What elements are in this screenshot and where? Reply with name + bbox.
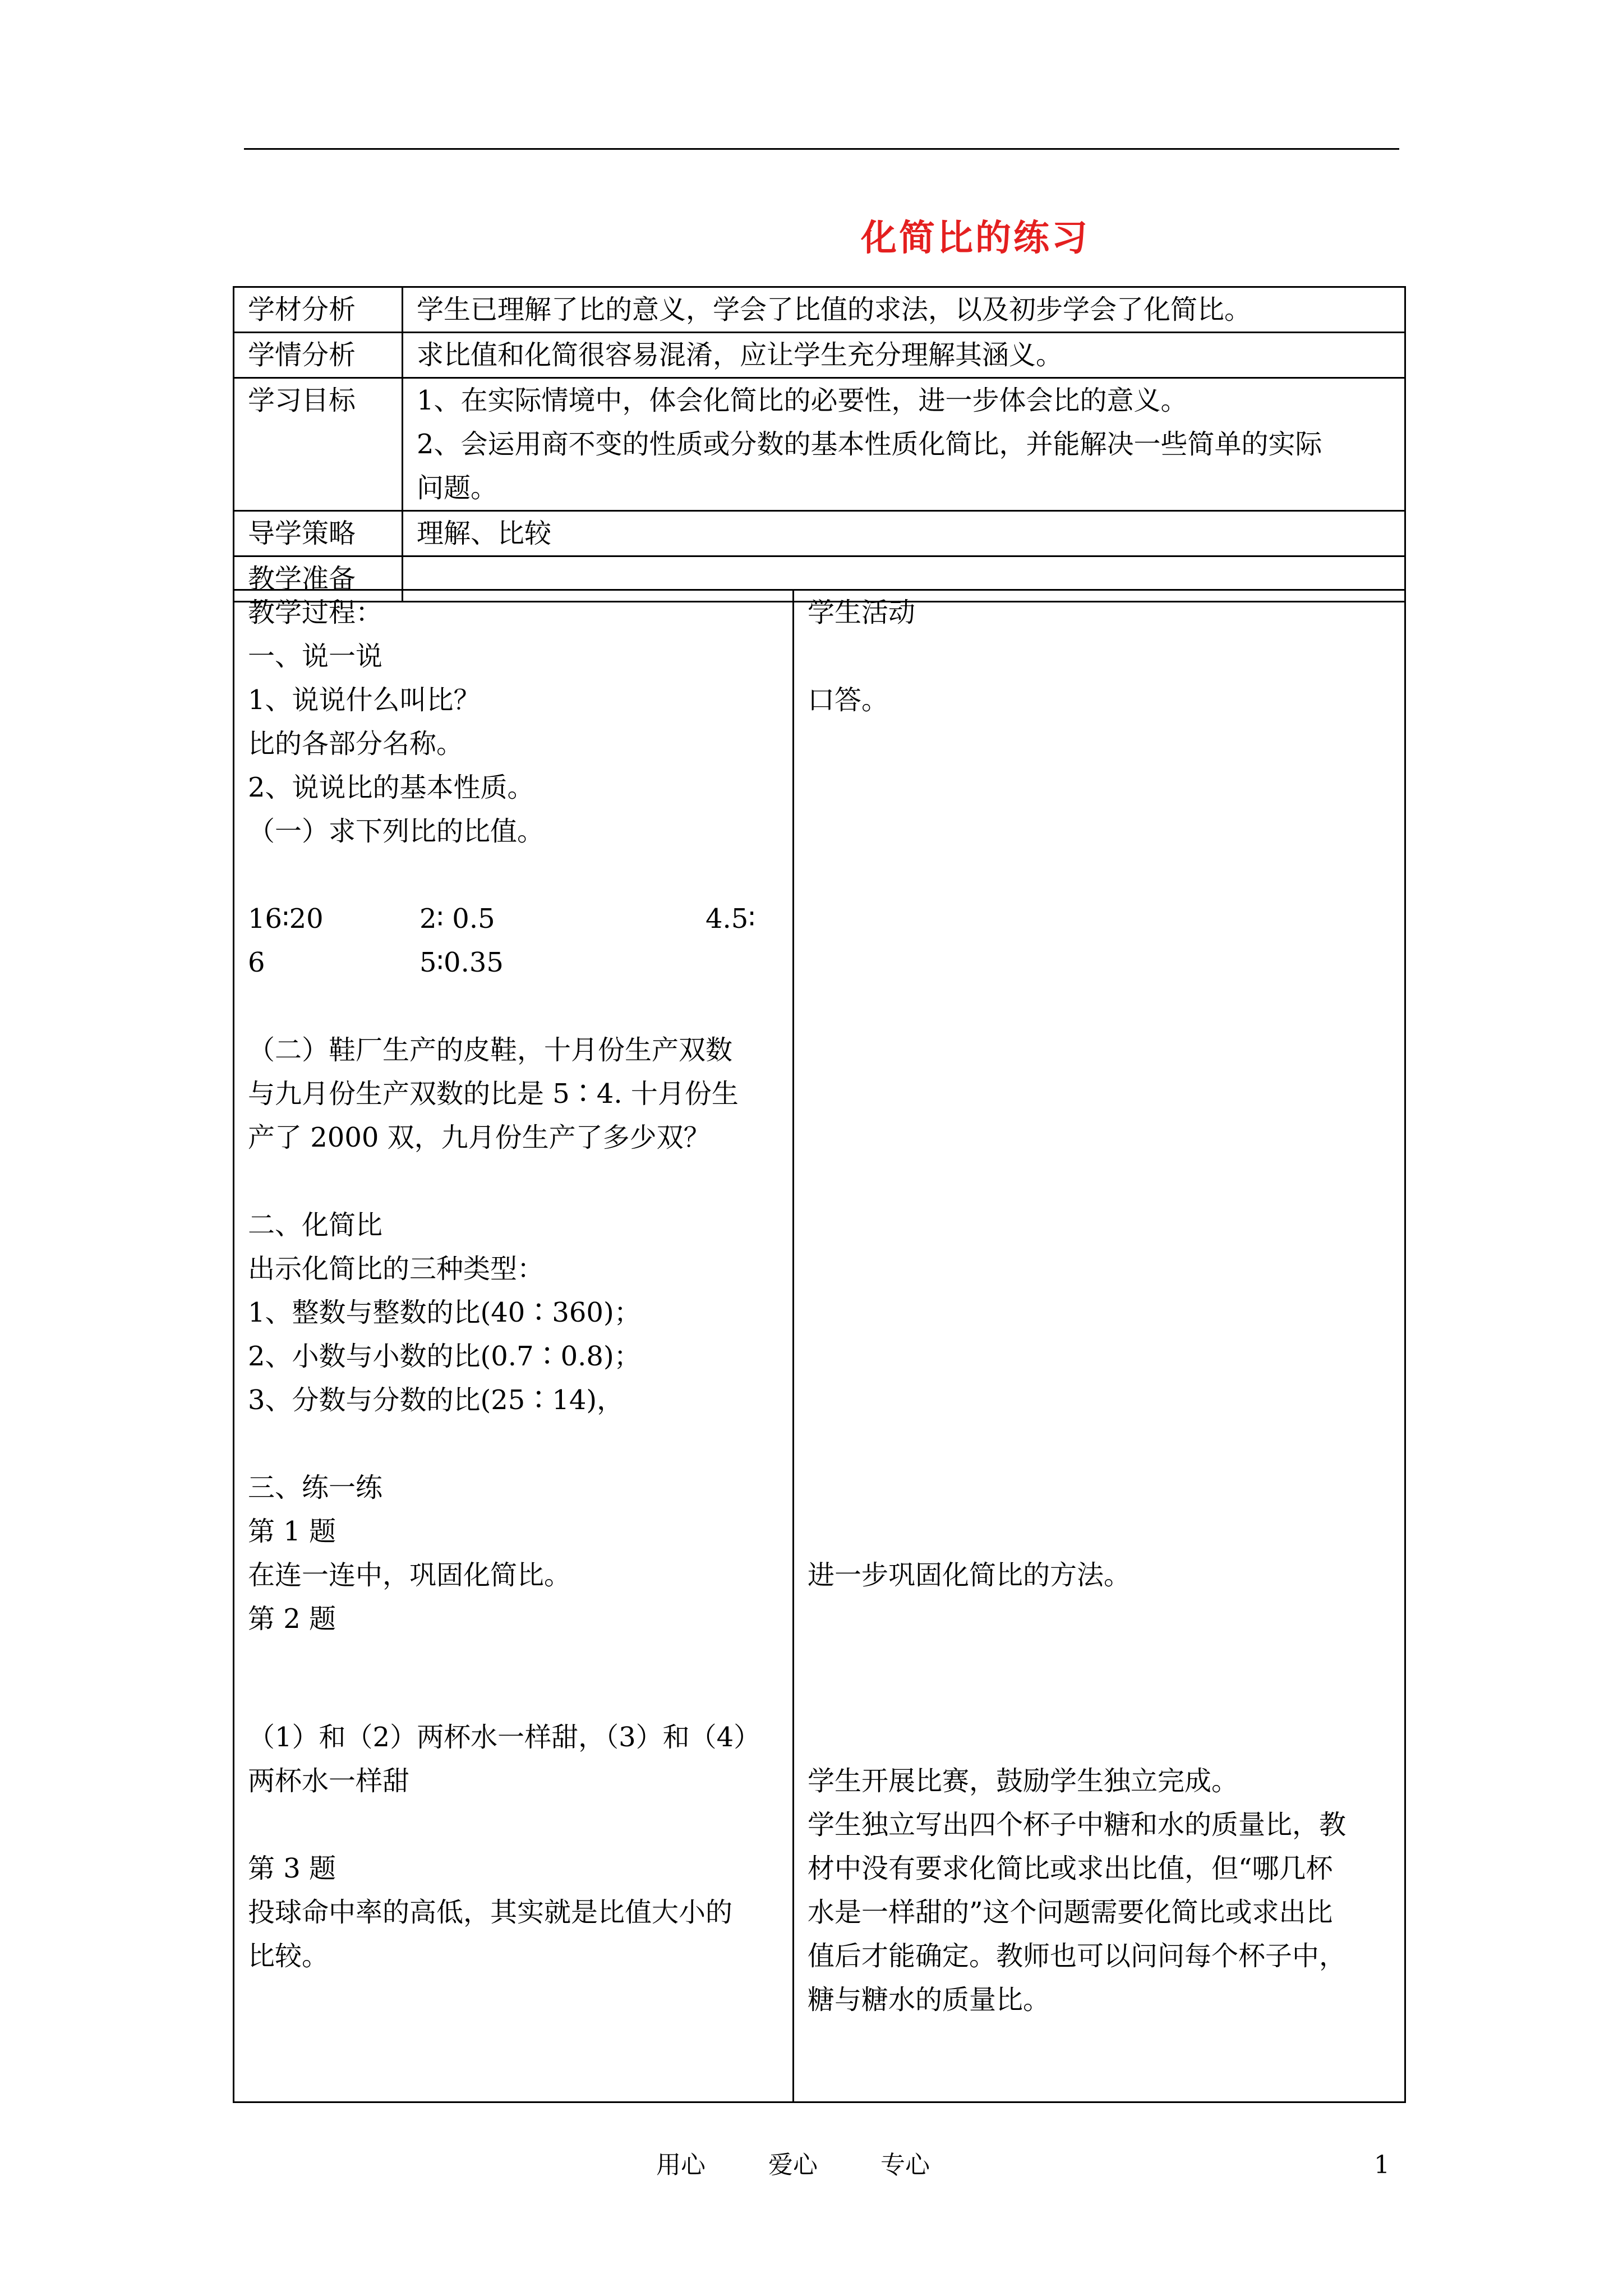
process-line: 投球命中率的高低，其实就是比值大小的 xyxy=(248,1897,733,1928)
process-line: 第 3 题 xyxy=(248,1853,336,1884)
process-line: 教学过程： xyxy=(248,597,383,628)
process-line: 比的各部分名称。 xyxy=(248,728,464,760)
info-row-learner-analysis xyxy=(234,333,1405,378)
row-label: 教学准备 xyxy=(234,556,403,602)
info-table xyxy=(233,286,1406,602)
footer-item: 爱心 xyxy=(768,2151,818,2179)
goal-line: 问题。 xyxy=(417,472,498,504)
ratio-item: 5∶0.35 xyxy=(419,947,504,978)
process-line: 第 1 题 xyxy=(248,1516,336,1547)
activity-line: 材中没有要求化简比或求出比值，但“哪几杯 xyxy=(808,1853,1333,1884)
header-rule xyxy=(244,148,1399,150)
row-label: 学习目标 xyxy=(234,378,403,511)
row-label: 学情分析 xyxy=(234,333,403,378)
process-line: 比较。 xyxy=(248,1940,329,1972)
document-title: 化简比的练习 xyxy=(861,217,1090,259)
process-line: 与九月份生产双数的比是 5∶4. 十月份生 xyxy=(248,1078,739,1110)
footer-item: 用心 xyxy=(656,2151,706,2179)
process-line: 3、分数与分数的比(25∶14)， xyxy=(248,1384,624,1416)
process-line: 产了 2000 双，九月份生产了多少双？ xyxy=(248,1122,711,1153)
process-line: 二、化简比 xyxy=(248,1209,383,1241)
process-line: 两杯水一样甜 xyxy=(248,1765,410,1797)
activity-line: 水是一样甜的”这个问题需要化简比或求出比 xyxy=(808,1897,1333,1928)
row-content: 求比值和化简很容易混淆，应让学生充分理解其涵义。 xyxy=(403,333,1405,378)
activity-line: 学生独立写出四个杯子中糖和水的质量比，教 xyxy=(808,1809,1347,1841)
info-row-learning-goals xyxy=(234,378,1405,511)
page-number: 1 xyxy=(1374,2151,1390,2179)
process-line: 2、说说比的基本性质。 xyxy=(248,772,534,803)
row-label: 学材分析 xyxy=(234,287,403,333)
row-content xyxy=(403,378,1405,511)
process-line: 2、小数与小数的比(0.7∶0.8)； xyxy=(248,1341,641,1372)
activity-line: 学生活动 xyxy=(808,597,916,628)
process-line: 1、说说什么叫比？ xyxy=(248,684,481,716)
ratio-item: 4.5∶ xyxy=(706,903,755,935)
info-row-material-analysis xyxy=(234,287,1405,333)
process-line: 一、说一说 xyxy=(248,641,383,672)
student-activity-column xyxy=(794,590,1405,2102)
ratio-item: 2∶ 0.5 xyxy=(419,903,495,935)
process-line: （一）求下列比的比值。 xyxy=(248,816,545,847)
ratio-item: 6 xyxy=(248,947,265,978)
process-line: 第 2 题 xyxy=(248,1603,336,1635)
activity-line: 糖与糖水的质量比。 xyxy=(808,1984,1050,2016)
row-content: 学生已理解了比的意义，学会了比值的求法，以及初步学会了化简比。 xyxy=(403,287,1405,333)
process-table xyxy=(233,589,1406,2103)
ratio-item: 16∶20 xyxy=(248,903,324,935)
process-line: 1、整数与整数的比(40∶360)； xyxy=(248,1297,641,1328)
activity-line: 值后才能确定。教师也可以问问每个杯子中， xyxy=(808,1940,1347,1972)
row-label: 导学策略 xyxy=(234,511,403,556)
process-line: 出示化简比的三种类型： xyxy=(248,1253,545,1285)
teaching-process-column xyxy=(234,590,794,2102)
activity-line: 学生开展比赛，鼓励学生独立完成。 xyxy=(808,1765,1239,1797)
row-content: 理解、比较 xyxy=(403,511,1405,556)
process-line: （二）鞋厂生产的皮鞋，十月份生产双数 xyxy=(248,1034,733,1066)
process-line: 在连一连中，巩固化简比。 xyxy=(248,1559,571,1591)
footer-item: 专心 xyxy=(880,2151,930,2179)
goal-line: 1、在实际情境中，体会化简比的必要性，进一步体会比的意义。 xyxy=(417,385,1188,416)
activity-line: 进一步巩固化简比的方法。 xyxy=(808,1559,1131,1591)
info-row-strategy xyxy=(234,511,1405,556)
goal-line: 2、会运用商不变的性质或分数的基本性质化简比，并能解决一些简单的实际 xyxy=(417,429,1322,460)
activity-line: 口答。 xyxy=(808,684,889,716)
process-line: 三、练一练 xyxy=(248,1472,383,1503)
process-line: （1）和（2）两杯水一样甜，（3）和（4） xyxy=(248,1722,761,1753)
